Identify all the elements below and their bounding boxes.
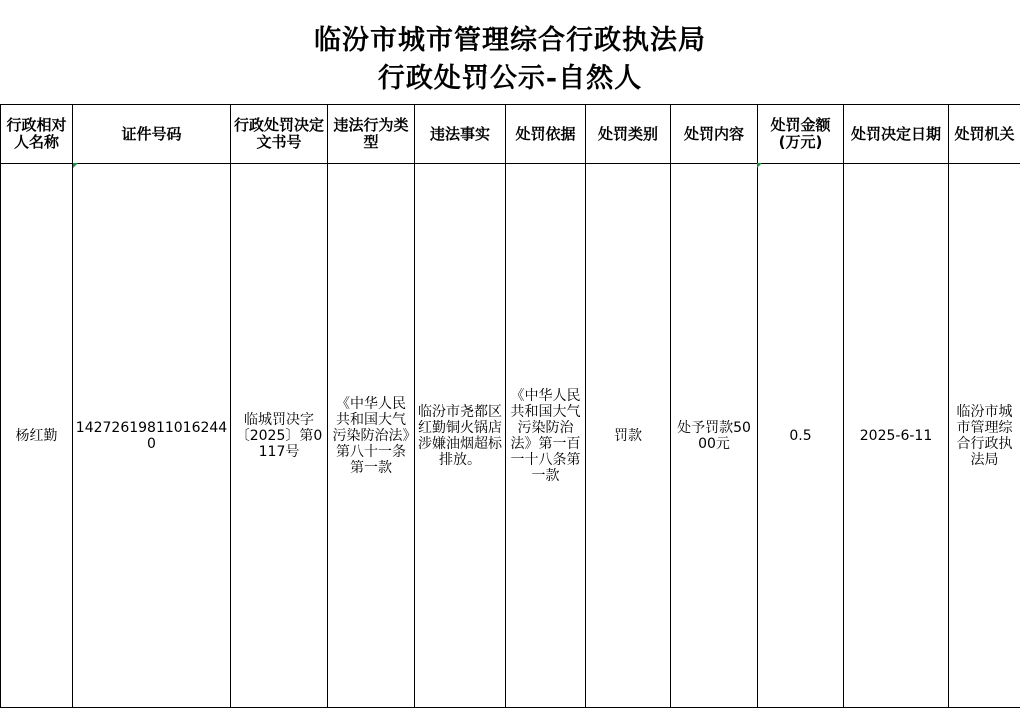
cell-comment-marker-amount (757, 163, 762, 168)
table-row (1, 164, 1020, 708)
cell-id-number[interactable]: 142726198110162440 (73, 164, 231, 708)
cell-amount[interactable]: 0.5 (758, 164, 844, 708)
col-header-category: 处罚类别 (586, 105, 671, 164)
cell-facts[interactable]: 临汾市尧都区红勤铜火锅店涉嫌油烟超标排放。 (415, 164, 506, 708)
col-header-doc-number: 行政处罚决定文书号 (231, 105, 328, 164)
title-block (0, 0, 1020, 104)
cell-category[interactable]: 罚款 (586, 164, 671, 708)
cell-violation-type[interactable]: 《中华人民共和国大气污染防治法》第八十一条第一款 (328, 164, 415, 708)
col-header-date: 处罚决定日期 (844, 105, 949, 164)
col-header-basis: 处罚依据 (506, 105, 586, 164)
cell-comment-marker-id (73, 163, 78, 168)
table-header-row (1, 105, 1020, 164)
col-header-violation-type: 违法行为类型 (328, 105, 415, 164)
col-header-name: 行政相对人名称 (1, 105, 73, 164)
cell-doc-number[interactable]: 临城罚决字〔2025〕第0117号 (231, 164, 328, 708)
cell-authority[interactable]: 临汾市城市管理综合行政执法局 (949, 164, 1020, 708)
penalty-table (0, 104, 1020, 708)
cell-basis[interactable]: 《中华人民共和国大气污染防治法》第一百一十八条第一款 (506, 164, 586, 708)
page-subtitle: 行政处罚公示-自然人 (377, 63, 643, 94)
col-header-facts: 违法事实 (415, 105, 506, 164)
cell-content[interactable]: 处予罚款5000元 (671, 164, 758, 708)
col-header-amount: 处罚金额(万元) (758, 105, 844, 164)
col-header-content: 处罚内容 (671, 105, 758, 164)
page-title: 临汾市城市管理综合行政执法局 (314, 25, 706, 56)
col-header-authority: 处罚机关 (949, 105, 1020, 164)
cell-name[interactable]: 杨红勤 (1, 164, 73, 708)
col-header-id-number: 证件号码 (73, 105, 231, 164)
cell-date[interactable]: 2025-6-11 (844, 164, 949, 708)
